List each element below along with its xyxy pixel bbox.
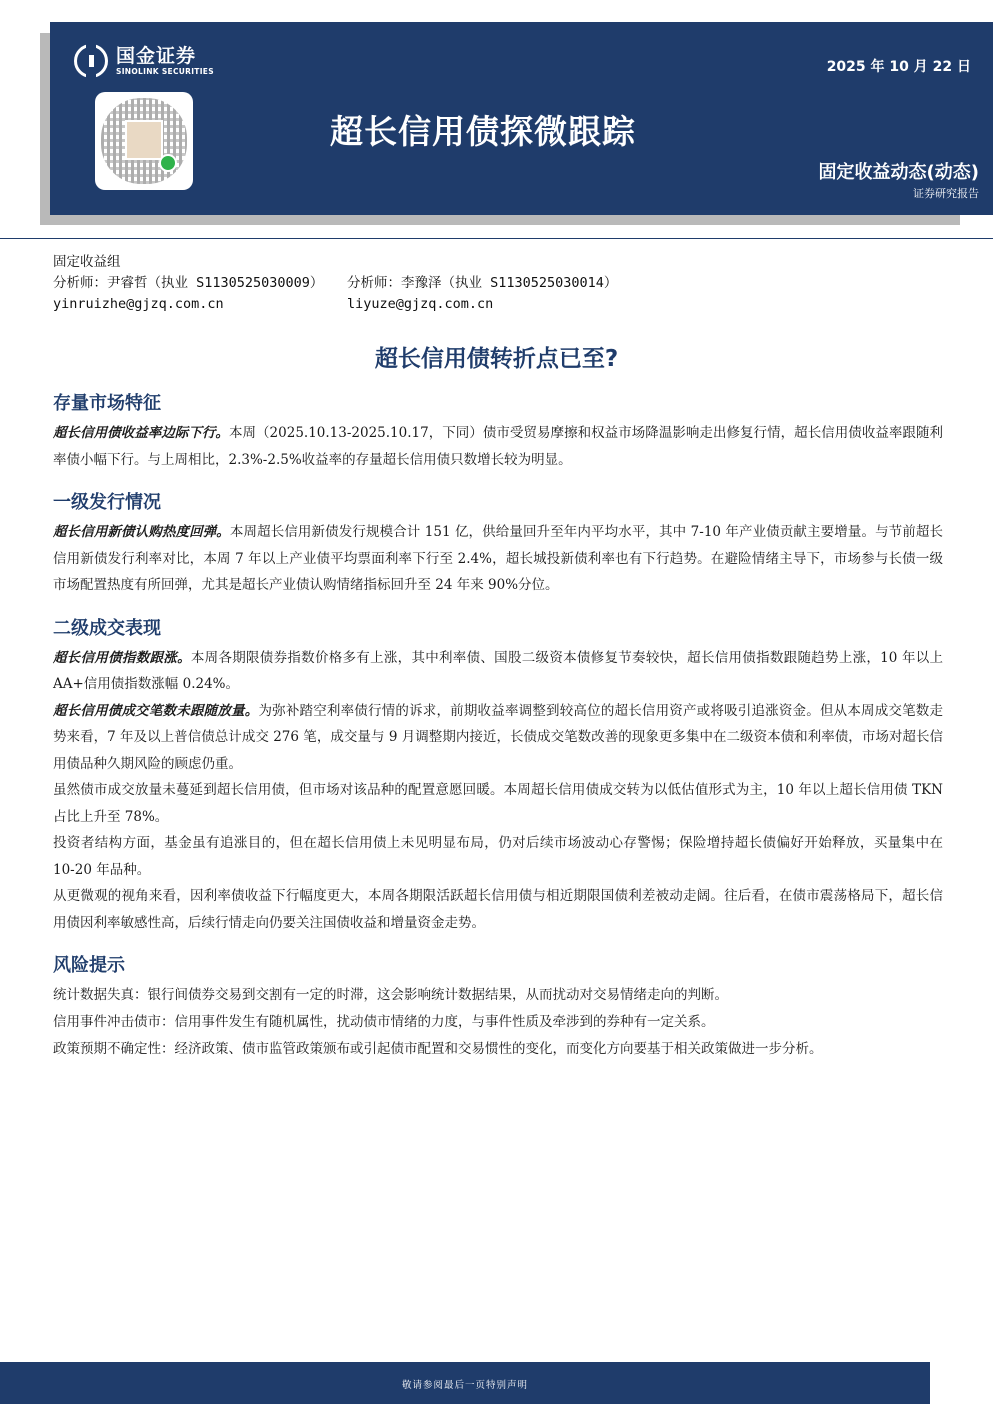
paragraph [53,519,943,599]
paragraph-lead: 超长信用债收益率边际下行。 [53,425,229,441]
analyst-2-email[interactable]: liyuze@gjzq.com.cn [347,296,494,312]
section-heading: 存量市场特征 [53,393,161,414]
brand-name-cn: 国金证券 [116,45,197,67]
brand-logo [74,44,214,78]
brand-text [116,45,214,77]
paragraph-lead: 超长信用债成交笔数未跟随放量。 [53,702,259,719]
header-banner [50,22,993,215]
paragraph-lead: 超长信用债指数跟涨。 [53,649,191,666]
section-risk-notice [53,954,943,1063]
paragraph: 统计数据失真：银行间债券交易到交割有一定的时滞，这会影响统计数据结果，从而扰动对交易情绪走向的判断。 [53,987,728,1003]
mini-program-icon [159,154,177,172]
analyst-group: 固定收益组 [53,254,121,270]
report-series-title: 超长信用债探微跟踪 [330,112,636,151]
qr-center-logo [125,120,163,160]
paragraph [53,698,943,778]
email-row [53,294,494,315]
sinolink-logo-icon [74,44,108,78]
paragraph: 政策预期不确定性：经济政策、债市监管政策颁布或引起债市配置和交易惯性的变化，而变化方向要基于相关政策做进一步分析。 [53,1041,823,1057]
paragraph: 信用事件冲击债市：信用事件发生有随机属性，扰动债市情绪的力度，与事件性质及牵涉到的券种有一定关系。 [53,1014,715,1030]
report-content [53,392,943,1081]
section-stock-market [53,392,943,473]
report-date: 2025 年 10 月 22 日 [826,59,971,75]
section-heading: 风险提示 [53,955,125,976]
paragraph [53,645,943,698]
paragraph: 投资者结构方面，基金虽有追涨目的，但在超长信用债上未见明显布局，仍对后续市场波动心存警惕；保险增持超长债偏好开始释放，买量集中在 10-20 年品种。 [53,835,943,878]
analyst-row [53,273,618,294]
section-heading: 一级发行情况 [53,492,161,513]
paragraph-body: 本周超长信用新债发行规模合计 151 亿，供给量回升至年内平均水平，其中 7-10 年产业债贡献主要增量。与节前超长信用新债发行利率对比，本周 7 年以上产业债平均票面利率下行至 2.4%，超长城投新债利率也有下行趋势。在避险情绪主导下，市场参与长债一级市场配置热度有所回弹，尤其是超长产业债认购情绪指标回升至 24 年来 90%分位。 [53,524,943,593]
paragraph-body: 本周（2025.10.13-2025.10.17，下同）债市受贸易摩擦和权益市场降温影响走出修复行情，超长信用债收益率跟随利率债小幅下行。与上周相比，2.3%-2.5%收益率的存量超长信用债只数增长较为明显。 [53,425,944,468]
paragraph [53,420,943,473]
paragraph-lead: 超长信用新债认购热度回弹。 [53,524,230,540]
page-title: 超长信用债转折点已至? [374,346,619,372]
section-secondary-trading [53,617,943,937]
paragraph-body: 本周各期限债券指数价格多有上涨，其中利率债、国股二级资本债修复节奏较快，超长信用债指数跟随趋势上涨，10 年以上 AA+信用债指数涨幅 0.24%。 [53,649,944,692]
section-heading: 二级成交表现 [53,617,161,639]
analyst-1-email[interactable]: yinruizhe@gjzq.com.cn [53,296,224,312]
brand-name-en: SINOLINK SECURITIES [116,67,214,76]
footer-disclaimer: 敬请参阅最后一页特别声明 [401,1380,528,1391]
paragraph: 从更微观的视角来看，因利率债收益下行幅度更大，本周各期限活跃超长信用债与相近期限国债利差被动走阔。往后看，在债市震荡格局下，超长信用债因利率敏感性高，后续行情走向仍要关注国债收益和增量资金走势。 [53,888,943,931]
report-type: 证券研究报告 [913,187,979,200]
report-category: 固定收益动态(动态) [818,162,979,183]
analyst-2: 分析师：李豫泽（执业 S1130525030014） [347,275,618,291]
qr-code-icon [95,92,193,190]
section-primary-issuance [53,491,943,599]
paragraph: 虽然债市成交放量未蔓延到超长信用债，但市场对该品种的配置意愿回暖。本周超长信用债成交转为以低估值形式为主，10 年以上超长信用债 TKN 占比上升至 78%。 [53,782,943,825]
analyst-block [53,252,618,315]
header-divider [0,238,993,239]
analyst-1: 分析师：尹睿哲（执业 S1130525030009） [53,275,324,291]
paragraph-body: 为弥补踏空利率债行情的诉求，前期收益率调整到较高位的超长信用资产或将吸引追涨资金。但从本周成交笔数走势来看，7 年及以上普信债总计成交 276 笔，成交量与 9 月调整期内接近，长债成交笔数改善的现象更多集中在二级资本债和利率债，市场对超长信用债品种久期风险的顾虑仍重。 [53,702,944,772]
